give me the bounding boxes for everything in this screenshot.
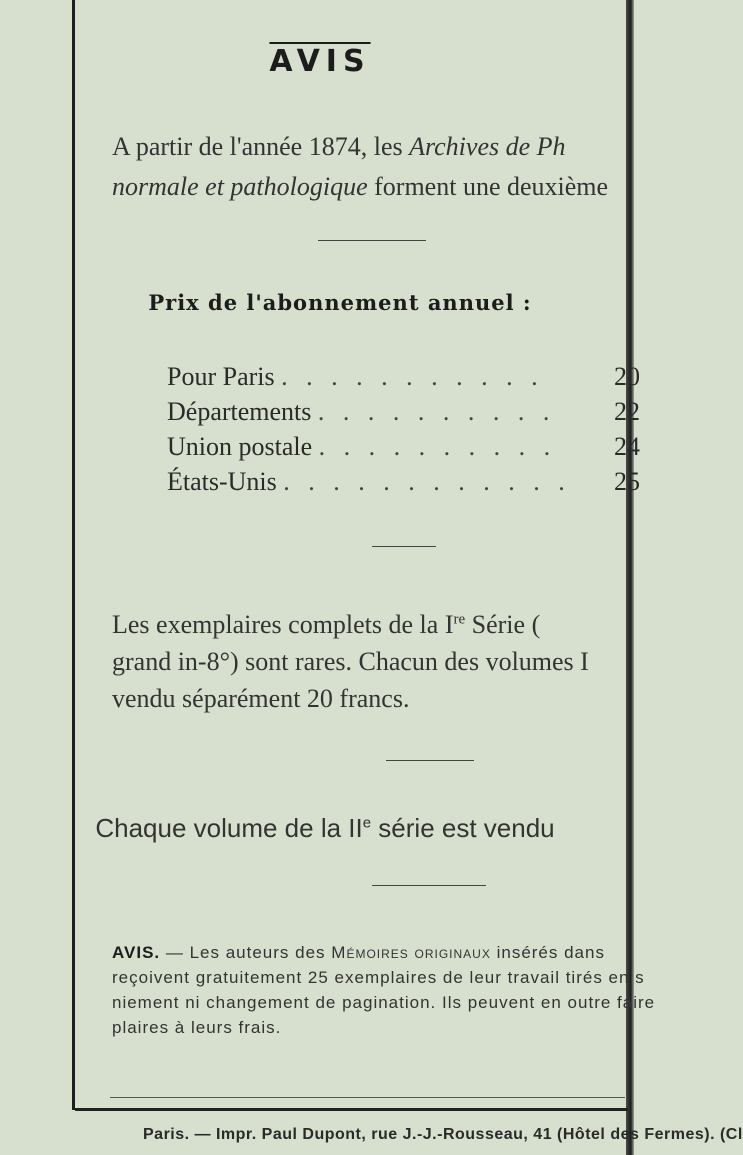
bottom-rule	[75, 1108, 628, 1111]
bottom-rule-thin	[110, 1097, 625, 1098]
separator-1	[318, 240, 426, 241]
notice-line-3: niement ni changement de pagination. Ils peuvent en outre faire	[112, 993, 656, 1012]
series-line-1: Les exemplaires complets de la Ire Série (	[112, 610, 541, 639]
second-series-line: Chaque volume de la IIe série est vendu	[95, 813, 555, 843]
notice-line-4: plaires à leurs frais.	[112, 1018, 282, 1037]
page-left-rule	[72, 0, 75, 1110]
notice-line-2: reçoivent gratuitement 25 exemplaires de leur travail tirés en s	[112, 968, 645, 987]
printer-imprint: Paris. — Impr. Paul Dupont, rue J.-J.-Rousseau, 41 (Hôtel des Fermes). (Cl	[143, 1126, 743, 1143]
price-row-etats-unis: États-Unis . . . . . . . . . . . . 25	[167, 467, 640, 496]
price-heading: Prix de l'abonnement annuel :	[148, 290, 532, 315]
price-row-departements: Départements . . . . . . . . . . 22	[167, 397, 640, 426]
price-row-paris: Pour Paris . . . . . . . . . . . 20	[167, 362, 640, 391]
series-line-2: grand in-8°) sont rares. Chacun des volumes I	[112, 647, 589, 676]
intro-line-1: A partir de l'année 1874, les Archives de Ph	[112, 132, 566, 161]
series-line-3: vendu séparément 20 francs.	[112, 684, 410, 713]
separator-3	[386, 760, 474, 761]
separator-4	[372, 885, 486, 886]
notice-title: AVIS	[269, 44, 371, 79]
price-row-union-postale: Union postale . . . . . . . . . . 24	[167, 432, 640, 461]
notice-line-1: AVIS. — Les auteurs des Mémoires originaux insérés dans	[112, 943, 605, 962]
separator-2	[372, 546, 436, 547]
intro-line-2: normale et pathologique forment une deuxième	[112, 172, 609, 201]
